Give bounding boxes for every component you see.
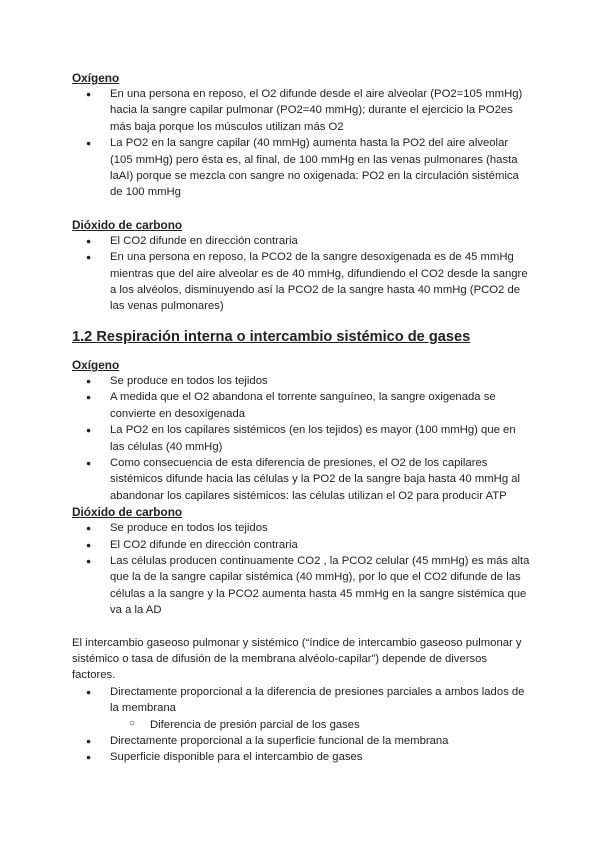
list-co2-1 <box>72 233 532 315</box>
list-item: ● En una persona en reposo, la PCO2 de la sangre desoxigenada es de 45 mmHg mientras que del aire alveolar es de 40 mmHg, difundiendo el CO2 desde la sangre a los alvéolos, disminuyendo así la PCO2 de la sangre hasta 40 mmHg (PCO2 de las venas pulmonares) <box>72 249 532 315</box>
heading-co2-2: Dióxido de carbono <box>72 505 183 520</box>
document-content <box>72 70 532 766</box>
list-item: ● Como consecuencia de esta diferencia de presiones, el O2 de los capilares sistémicos difunde hacia las células y la PO2 de la sangre baja hasta 40 mmHg al abandonar los capilares sistémicos: las células utilizan el O2 para producir ATP <box>72 455 532 504</box>
list-co2-2 <box>72 520 532 618</box>
list-item: ● A medida que el O2 abandona el torrente sanguíneo, la sangre oxigenada se convierte en desoxigenada <box>72 389 532 422</box>
list-item: ● Se produce en todos los tejidos <box>72 373 532 389</box>
list-item: ● La PO2 en los capilares sistémicos (en los tejidos) es mayor (100 mmHg) que en las células (40 mmHg) <box>72 422 532 455</box>
list-factors <box>72 684 532 766</box>
list-subitem: ○ Diferencia de presión parcial de los gases <box>72 717 532 733</box>
list-item: ● El CO2 difunde en dirección contraria <box>72 233 532 249</box>
list-item: ● Las células producen continuamente CO2 , la PCO2 celular (45 mmHg) es más alta que la de la sangre capilar sistémica (40 mmHg), por lo que el CO2 difunde de las células a la sangre y la PCO2 aumenta hasta 45 mmHg en la sangre sistémica que va a la AD <box>72 553 532 619</box>
list-oxigeno-1 <box>72 86 532 201</box>
list-item: ● Directamente proporcional a la diferencia de presiones parciales a ambos lados de la membrana <box>72 684 532 717</box>
list-oxigeno-2 <box>72 373 532 504</box>
factors-paragraph: El intercambio gaseoso pulmonar y sistémico (“índice de intercambio gaseoso pulmonar y sistémico o tasa de difusión de la membrana alvéolo-capilar”) depende de diversos factores. <box>72 636 522 682</box>
heading-oxigeno-1: Oxígeno <box>72 71 120 85</box>
list-item: ● Se produce en todos los tejidos <box>72 520 532 536</box>
section-title: 1.2 Respiración interna o intercambio sistémico de gases <box>72 328 471 345</box>
list-item: ● En una persona en reposo, el O2 difunde desde el aire alveolar (PO2=105 mmHg) hacia la sangre capilar pulmonar (PO2=40 mmHg); durante el ejercicio la PO2es más baja porque los músculos utilizan más O2 <box>72 86 532 135</box>
heading-co2-1: Dióxido de carbono <box>72 217 183 232</box>
list-item: ● La PO2 en la sangre capilar (40 mmHg) aumenta hasta la PO2 del aire alveolar (105 mmHg) pero ésta es, al final, de 100 mmHg en las venas pulmonares (hasta laAI) porque se mezcla con sangre no oxigenada: PO2 en la circulación sistémica de 100 mmHg <box>72 135 532 201</box>
list-item: ● El CO2 difunde en dirección contraria <box>72 537 532 553</box>
heading-oxigeno-2: Oxígeno <box>72 357 120 372</box>
list-item: ● Directamente proporcional a la superficie funcional de la membrana <box>72 733 532 749</box>
list-item: ● Superficie disponible para el intercambio de gases <box>72 749 532 765</box>
